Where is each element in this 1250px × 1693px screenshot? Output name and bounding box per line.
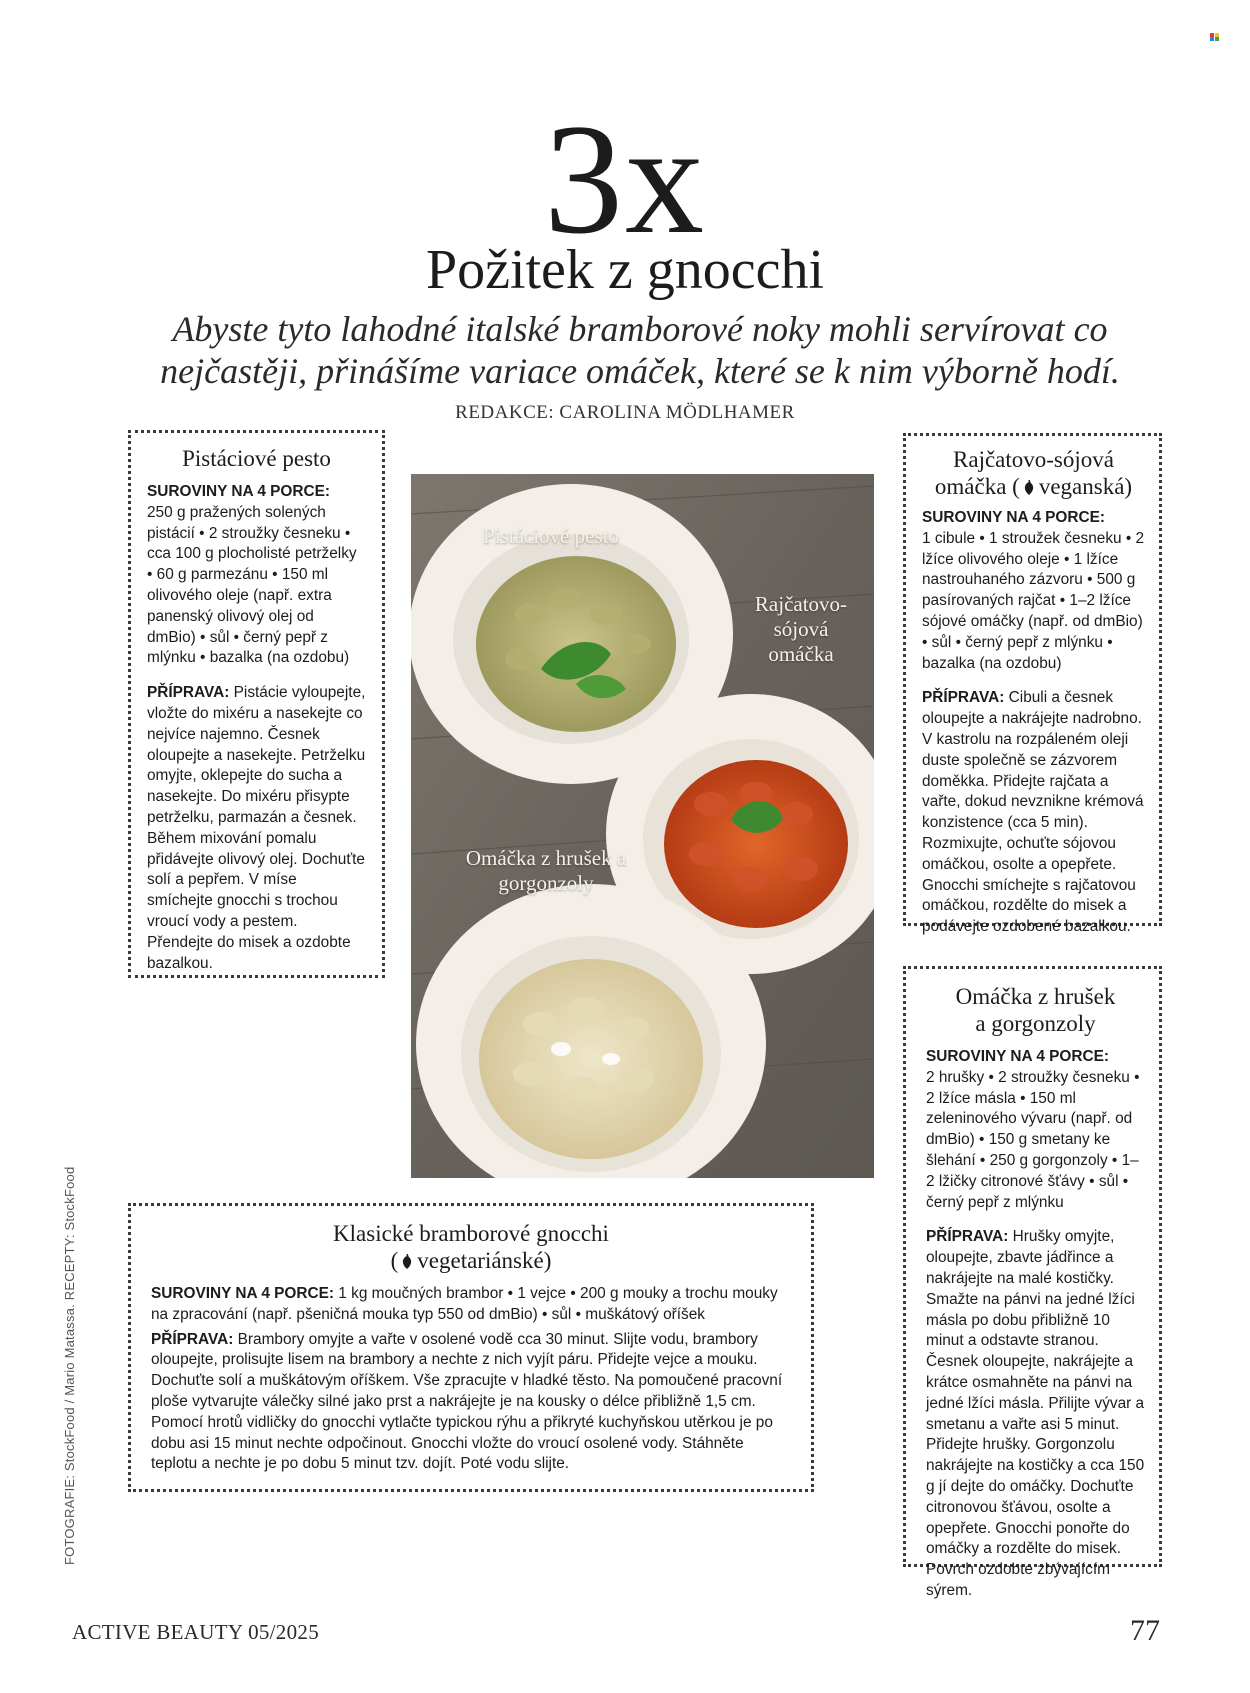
ingredients-text bbox=[147, 482, 366, 669]
preparation-label: PŘÍPRAVA: bbox=[926, 1228, 1009, 1246]
vegan-leaf-icon bbox=[1022, 480, 1036, 496]
lede-text: Abyste tyto lahodné italské bramborové noky mohli servírovat co nejčastěji, přinášíme variace omáček, které se k nim výborně hodí. bbox=[160, 309, 1120, 391]
headline-number: 3x bbox=[544, 92, 706, 267]
recipe-title bbox=[922, 446, 1145, 500]
page-number: 77 bbox=[1130, 1614, 1160, 1647]
magazine-issue: ACTIVE BEAUTY 05/2025 bbox=[72, 1620, 319, 1644]
recipe-title-line1: Omáčka z hrušek bbox=[955, 984, 1116, 1009]
preparation-steps: Brambory omyjte a vařte v osolené vodě cca 30 minut. Slijte vodu, brambory oloupejte, prolisujte lisem na brambory a nechte z nich vyjít páru. Přidejte vejce a mouku. Dochuťte solí a muškátovým oříškem. Vše zpracujte v hladké těsto. Na pomoučené pracovní ploše vytvarujte válečky silné jako prst a nakrájejte je na kousky o délce přibližně 1,5 cm. Pomocí hrotů vidličky do gnocchi vytlačte typickou rýhu a přikryté kuchyňskou utěrkou je po dobu asi 15 minut nechte odpočinout. Gnocchi vložte do vroucí osolené vody. Stáhněte teplotu a nechte je po dobu 5 minut tzv. dojít. Poté vodu slijte. bbox=[151, 1330, 783, 1473]
recipe-subtitle-end: vegetariánské) bbox=[417, 1248, 552, 1273]
recipe-box-pear-gorgonzola bbox=[903, 966, 1162, 1599]
preparation-text bbox=[147, 683, 366, 974]
recipe-title bbox=[926, 983, 1145, 1037]
recipe-subtitle-start: ( bbox=[390, 1248, 399, 1273]
page-title: Požitek z gnocchi bbox=[425, 239, 825, 301]
ingredients-text bbox=[922, 508, 1145, 674]
recipe-title-line2-end: veganská) bbox=[1038, 474, 1133, 499]
recipe-title-line2: omáčka ( bbox=[934, 474, 1020, 499]
ingredients-list: 1 kg moučných brambor • 1 vejce • 200 g mouky a trochu mouky na zpracování (např. pšeničná mouka typ 550 od dmBio) • sůl • muškátový oříšek bbox=[151, 1285, 778, 1323]
photo-credit: FOTOGRAFIE: StockFood / Mario Matassa. RECEPTY: StockFood bbox=[62, 1166, 77, 1565]
ingredients-list: 1 cibule • 1 stroužek česneku • 2 lžíce olivového oleje • 1 lžíce nastrouhaného zázvoru • 500 g pasírovaných rajčat • 1–2 lžíce sójové omáčky (např. od dmBio) • sůl • černý pepř z mlýnku • bazalka (na ozdobu) bbox=[922, 529, 1145, 672]
ingredients-text bbox=[926, 1047, 1145, 1213]
gnocchi-photo bbox=[411, 474, 874, 1178]
ingredients-list: 250 g pražených solených pistácií • 2 stroužky česneku • cca 100 g plocholisté petrželky • 60 g parmezánu • 150 ml olivového oleje (např. extra panenský olivový olej od dmBio) • sůl • černý pepř z mlýnku • bazalka (na ozdobu) bbox=[147, 503, 357, 667]
recipe-box-tomato-soy bbox=[903, 433, 1162, 936]
photo-label-pear-gorgonzola: Omáčka z hrušek a gorgonzoly bbox=[465, 846, 627, 895]
ingredients-label: SUROVINY NA 4 PORCE: bbox=[151, 1285, 335, 1302]
ingredients-label: SUROVINY NA 4 PORCE: bbox=[922, 509, 1106, 526]
recipe-title bbox=[151, 1220, 791, 1274]
preparation-label: PŘÍPRAVA: bbox=[922, 689, 1005, 707]
preparation-text bbox=[151, 1330, 791, 1476]
photo-label-pesto: Pistáciové pesto bbox=[483, 524, 619, 548]
preparation-label: PŘÍPRAVA: bbox=[151, 1330, 234, 1348]
byline: REDAKCE: CAROLINA MÖDLHAMER bbox=[455, 402, 795, 423]
recipe-title: Pistáciové pesto bbox=[182, 446, 331, 471]
preparation-label: PŘÍPRAVA: bbox=[147, 684, 230, 702]
photo-label-tomato: Rajčatovo-sójová omáčka bbox=[754, 592, 848, 666]
preparation-steps: Hrušky omyjte, oloupejte, zbavte jádřince a nakrájejte na malé kostičky. Smažte na pánvi na jedné lžíci másla po dobu přibližně 10 minut a odstavte stranou. Česnek oloupejte, nakrájejte a krátce osmahněte na pánvi na jedné lžíci másla. Přilijte vývar a smetanu a vařte asi 5 minut. Přidejte hrušky. Gorgonzolu nakrájejte na kostičky a cca 150 g jí dejte do omáčky. Dochuťte citronovou šťávou, osolte a opepřete. Gnocchi ponořte do omáčky a rozdělte do misek. Povrch ozdobte zbývajícím sýrem. bbox=[926, 1228, 1145, 1599]
ingredients-text bbox=[151, 1284, 791, 1326]
recipe-box-classic-gnocchi bbox=[128, 1203, 814, 1492]
preparation-text bbox=[922, 688, 1145, 938]
recipe-title-line1: Rajčatovo-sójová bbox=[953, 447, 1114, 472]
preparation-text bbox=[926, 1227, 1145, 1601]
ingredients-label: SUROVINY NA 4 PORCE: bbox=[926, 1048, 1110, 1065]
color-registration-mark bbox=[1210, 33, 1220, 41]
wooden-table-background bbox=[411, 474, 874, 1178]
ingredients-label: SUROVINY NA 4 PORCE: bbox=[147, 483, 331, 500]
recipe-title-line2: a gorgonzoly bbox=[975, 1011, 1096, 1036]
preparation-steps: Pistácie vyloupejte, vložte do mixéru a nasekejte co nejvíce najemno. Česnek oloupejte a nasekejte. Petrželku omyjte, oklepejte do sucha a nasekejte. Do mixéru přisypte petrželku, parmazán a česnek. Během mixování pomalu přidávejte olivový olej. Dochuťte solí a pepřem. V míse smíchejte gnocchi s trochou vroucí vody a pestem. Přendejte do misek a ozdobte bazalkou. bbox=[147, 684, 366, 972]
ingredients-list: 2 hrušky • 2 stroužky česneku • 2 lžíce másla • 150 ml zeleninového vývaru (např. od dmBio) • 150 g smetany ke šlehání • 250 g gorgonzoly • 1–2 lžičky citronové šťávy • sůl • černý pepř z mlýnku bbox=[926, 1068, 1140, 1211]
recipe-title-line1: Klasické bramborové gnocchi bbox=[333, 1221, 609, 1246]
preparation-steps: Cibuli a česnek oloupejte a nakrájejte nadrobno. V kastrolu na rozpáleném oleji duste společně se zázvorem doměkka. Přidejte rajčata a vařte, dokud nevznikne krémová konzistence (cca 5 min). Rozmixujte, ochuťte sójovou omáčkou, osolte a opepřete. Gnocchi smíchejte s rajčatovou omáčkou, rozdělte do misek a podávejte ozdobené bazalkou. bbox=[922, 689, 1144, 936]
vegetarian-leaf-icon bbox=[400, 1254, 414, 1270]
recipe-box-pistachio-pesto bbox=[128, 430, 385, 978]
